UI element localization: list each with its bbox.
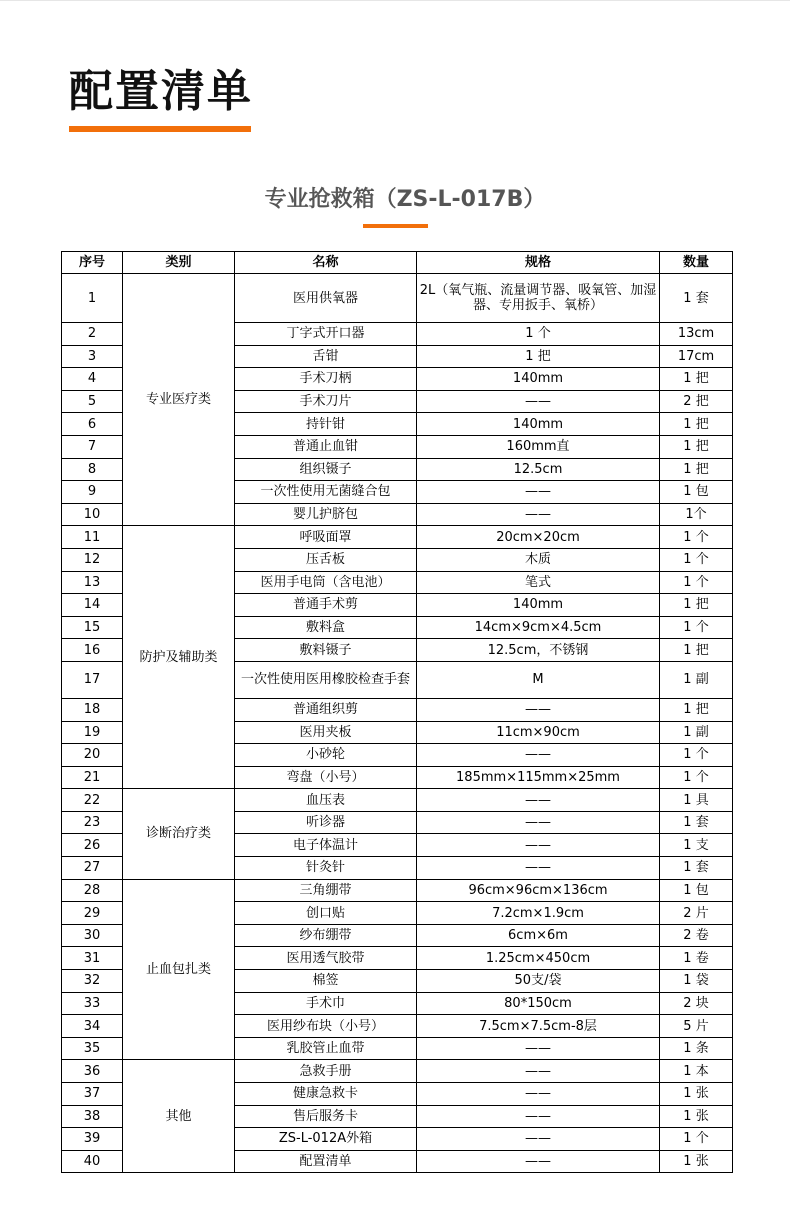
- cell-spec: ——: [417, 857, 660, 880]
- cell-name: 婴儿护脐包: [235, 503, 417, 526]
- cell-qty: 2 块: [660, 992, 733, 1015]
- cell-name: 售后服务卡: [235, 1105, 417, 1128]
- cell-category: 其他: [123, 1060, 235, 1173]
- cell-no: 14: [62, 594, 123, 617]
- cell-spec: 160mm直: [417, 435, 660, 458]
- cell-no: 10: [62, 503, 123, 526]
- cell-no: 15: [62, 616, 123, 639]
- header-category: 类别: [123, 252, 235, 274]
- cell-spec: 140mm: [417, 413, 660, 436]
- cell-no: 38: [62, 1105, 123, 1128]
- table-row: [62, 274, 733, 323]
- cell-qty: 1 袋: [660, 970, 733, 993]
- cell-qty: 1 包: [660, 481, 733, 504]
- cell-no: 20: [62, 744, 123, 767]
- cell-spec: ——: [417, 811, 660, 834]
- header-name: 名称: [235, 252, 417, 274]
- cell-spec: ——: [417, 1083, 660, 1106]
- cell-qty: 1 套: [660, 857, 733, 880]
- title-underline: [69, 126, 251, 132]
- cell-spec: ——: [417, 503, 660, 526]
- cell-qty: 2 片: [660, 902, 733, 925]
- cell-spec: ——: [417, 1150, 660, 1173]
- cell-name: 持针钳: [235, 413, 417, 436]
- cell-spec: ——: [417, 481, 660, 504]
- cell-qty: 1 个: [660, 571, 733, 594]
- cell-name: 手术刀片: [235, 390, 417, 413]
- cell-no: 4: [62, 368, 123, 391]
- cell-name: 医用纱布块（小号）: [235, 1015, 417, 1038]
- product-subtitle: 专业抢救箱（ZS-L-017B）: [264, 187, 546, 212]
- cell-spec: M: [417, 661, 660, 698]
- cell-no: 12: [62, 548, 123, 571]
- page-title: 配置清单: [69, 66, 253, 117]
- cell-spec: 12.5cm: [417, 458, 660, 481]
- cell-no: 39: [62, 1128, 123, 1151]
- cell-qty: 1 个: [660, 616, 733, 639]
- cell-name: 急救手册: [235, 1060, 417, 1083]
- cell-spec: ——: [417, 789, 660, 812]
- cell-name: 棉签: [235, 970, 417, 993]
- cell-spec: 14cm×9cm×4.5cm: [417, 616, 660, 639]
- cell-no: 17: [62, 661, 123, 698]
- cell-qty: 1 本: [660, 1060, 733, 1083]
- cell-spec: 7.2cm×1.9cm: [417, 902, 660, 925]
- cell-no: 29: [62, 902, 123, 925]
- cell-spec: ——: [417, 834, 660, 857]
- cell-spec: ——: [417, 1128, 660, 1151]
- cell-no: 34: [62, 1015, 123, 1038]
- cell-qty: 13cm: [660, 323, 733, 346]
- cell-qty: 1 个: [660, 1128, 733, 1151]
- cell-no: 16: [62, 639, 123, 662]
- cell-spec: 50支/袋: [417, 970, 660, 993]
- cell-no: 31: [62, 947, 123, 970]
- cell-name: 敷料盒: [235, 616, 417, 639]
- cell-no: 28: [62, 879, 123, 902]
- header-qty: 数量: [660, 252, 733, 274]
- cell-spec: ——: [417, 390, 660, 413]
- cell-qty: 1 副: [660, 661, 733, 698]
- cell-name: 电子体温计: [235, 834, 417, 857]
- cell-name: 医用手电筒（含电池）: [235, 571, 417, 594]
- cell-no: 13: [62, 571, 123, 594]
- cell-name: 配置清单: [235, 1150, 417, 1173]
- cell-qty: 1 支: [660, 834, 733, 857]
- cell-qty: 1 把: [660, 413, 733, 436]
- cell-name: 压舌板: [235, 548, 417, 571]
- cell-name: 普通手术剪: [235, 594, 417, 617]
- cell-qty: 1 副: [660, 721, 733, 744]
- cell-qty: 1 把: [660, 368, 733, 391]
- cell-qty: 1 张: [660, 1150, 733, 1173]
- cell-qty: 1 张: [660, 1083, 733, 1106]
- table-header-row: [62, 252, 733, 274]
- cell-no: 7: [62, 435, 123, 458]
- cell-name: 普通止血钳: [235, 435, 417, 458]
- cell-qty: 1 个: [660, 548, 733, 571]
- cell-spec: 6cm×6m: [417, 924, 660, 947]
- cell-qty: 1 具: [660, 789, 733, 812]
- cell-spec: 7.5cm×7.5cm-8层: [417, 1015, 660, 1038]
- cell-qty: 5 片: [660, 1015, 733, 1038]
- cell-qty: 1 把: [660, 698, 733, 721]
- cell-name: 手术刀柄: [235, 368, 417, 391]
- cell-no: 5: [62, 390, 123, 413]
- cell-qty: 2 把: [660, 390, 733, 413]
- cell-name: 医用夹板: [235, 721, 417, 744]
- cell-no: 21: [62, 766, 123, 789]
- cell-qty: 1 套: [660, 274, 733, 323]
- cell-name: 一次性使用医用橡胶检查手套: [235, 661, 417, 698]
- cell-spec: 80*150cm: [417, 992, 660, 1015]
- cell-no: 9: [62, 481, 123, 504]
- cell-name: 医用透气胶带: [235, 947, 417, 970]
- cell-name: 敷料镊子: [235, 639, 417, 662]
- cell-name: 三角绷带: [235, 879, 417, 902]
- table-row: [62, 789, 733, 812]
- cell-category: 止血包扎类: [123, 879, 235, 1060]
- cell-spec: 2L（氧气瓶、流量调节器、吸氧管、加湿器、专用扳手、氧桥）: [417, 274, 660, 323]
- cell-spec: 11cm×90cm: [417, 721, 660, 744]
- cell-no: 35: [62, 1037, 123, 1060]
- cell-no: 3: [62, 345, 123, 368]
- cell-name: 手术巾: [235, 992, 417, 1015]
- cell-no: 23: [62, 811, 123, 834]
- cell-name: 舌钳: [235, 345, 417, 368]
- cell-qty: 1 把: [660, 639, 733, 662]
- cell-spec: 96cm×96cm×136cm: [417, 879, 660, 902]
- table-row: [62, 526, 733, 549]
- cell-name: 血压表: [235, 789, 417, 812]
- table-row: [62, 879, 733, 902]
- header-spec: 规格: [417, 252, 660, 274]
- cell-name: 一次性使用无菌缝合包: [235, 481, 417, 504]
- cell-name: 丁字式开口器: [235, 323, 417, 346]
- cell-spec: 20cm×20cm: [417, 526, 660, 549]
- cell-no: 27: [62, 857, 123, 880]
- cell-spec: 1 个: [417, 323, 660, 346]
- cell-no: 6: [62, 413, 123, 436]
- header-no: 序号: [62, 252, 123, 274]
- table-row: [62, 1060, 733, 1083]
- cell-qty: 1 把: [660, 594, 733, 617]
- cell-qty: 1 把: [660, 458, 733, 481]
- cell-no: 1: [62, 274, 123, 323]
- cell-name: 普通组织剪: [235, 698, 417, 721]
- cell-no: 30: [62, 924, 123, 947]
- cell-qty: 1 条: [660, 1037, 733, 1060]
- cell-name: 呼吸面罩: [235, 526, 417, 549]
- cell-spec: 1.25cm×450cm: [417, 947, 660, 970]
- top-divider: [0, 0, 790, 1]
- cell-name: 听诊器: [235, 811, 417, 834]
- cell-no: 36: [62, 1060, 123, 1083]
- cell-name: 创口贴: [235, 902, 417, 925]
- subtitle-underline: [363, 224, 428, 228]
- cell-qty: 1 卷: [660, 947, 733, 970]
- cell-qty: 1个: [660, 503, 733, 526]
- cell-spec: 1 把: [417, 345, 660, 368]
- cell-name: 乳胶管止血带: [235, 1037, 417, 1060]
- cell-name: 组织镊子: [235, 458, 417, 481]
- cell-spec: ——: [417, 1060, 660, 1083]
- cell-qty: 1 套: [660, 811, 733, 834]
- configuration-table: [61, 251, 733, 1173]
- cell-no: 26: [62, 834, 123, 857]
- cell-no: 37: [62, 1083, 123, 1106]
- cell-qty: 2 卷: [660, 924, 733, 947]
- cell-spec: 笔式: [417, 571, 660, 594]
- cell-no: 19: [62, 721, 123, 744]
- cell-spec: ——: [417, 744, 660, 767]
- cell-qty: 1 个: [660, 744, 733, 767]
- cell-qty: 1 个: [660, 766, 733, 789]
- cell-spec: ——: [417, 1105, 660, 1128]
- cell-spec: 140mm: [417, 594, 660, 617]
- cell-no: 33: [62, 992, 123, 1015]
- cell-no: 8: [62, 458, 123, 481]
- cell-name: 纱布绷带: [235, 924, 417, 947]
- cell-category: 专业医疗类: [123, 274, 235, 526]
- table-body: [62, 274, 733, 1173]
- cell-category: 诊断治疗类: [123, 789, 235, 879]
- cell-spec: ——: [417, 1037, 660, 1060]
- cell-no: 32: [62, 970, 123, 993]
- cell-no: 2: [62, 323, 123, 346]
- cell-no: 22: [62, 789, 123, 812]
- cell-no: 11: [62, 526, 123, 549]
- cell-qty: 1 个: [660, 526, 733, 549]
- cell-spec: 185mm×115mm×25mm: [417, 766, 660, 789]
- cell-spec: 12.5cm，不锈钢: [417, 639, 660, 662]
- cell-qty: 17cm: [660, 345, 733, 368]
- cell-name: 针灸针: [235, 857, 417, 880]
- cell-category: 防护及辅助类: [123, 526, 235, 789]
- cell-no: 18: [62, 698, 123, 721]
- cell-name: 弯盘（小号）: [235, 766, 417, 789]
- cell-name: ZS-L-012A外箱: [235, 1128, 417, 1151]
- cell-spec: 木质: [417, 548, 660, 571]
- cell-no: 40: [62, 1150, 123, 1173]
- cell-qty: 1 张: [660, 1105, 733, 1128]
- cell-name: 健康急救卡: [235, 1083, 417, 1106]
- cell-spec: ——: [417, 698, 660, 721]
- cell-qty: 1 包: [660, 879, 733, 902]
- cell-spec: 140mm: [417, 368, 660, 391]
- cell-qty: 1 把: [660, 435, 733, 458]
- cell-name: 医用供氧器: [235, 274, 417, 323]
- cell-name: 小砂轮: [235, 744, 417, 767]
